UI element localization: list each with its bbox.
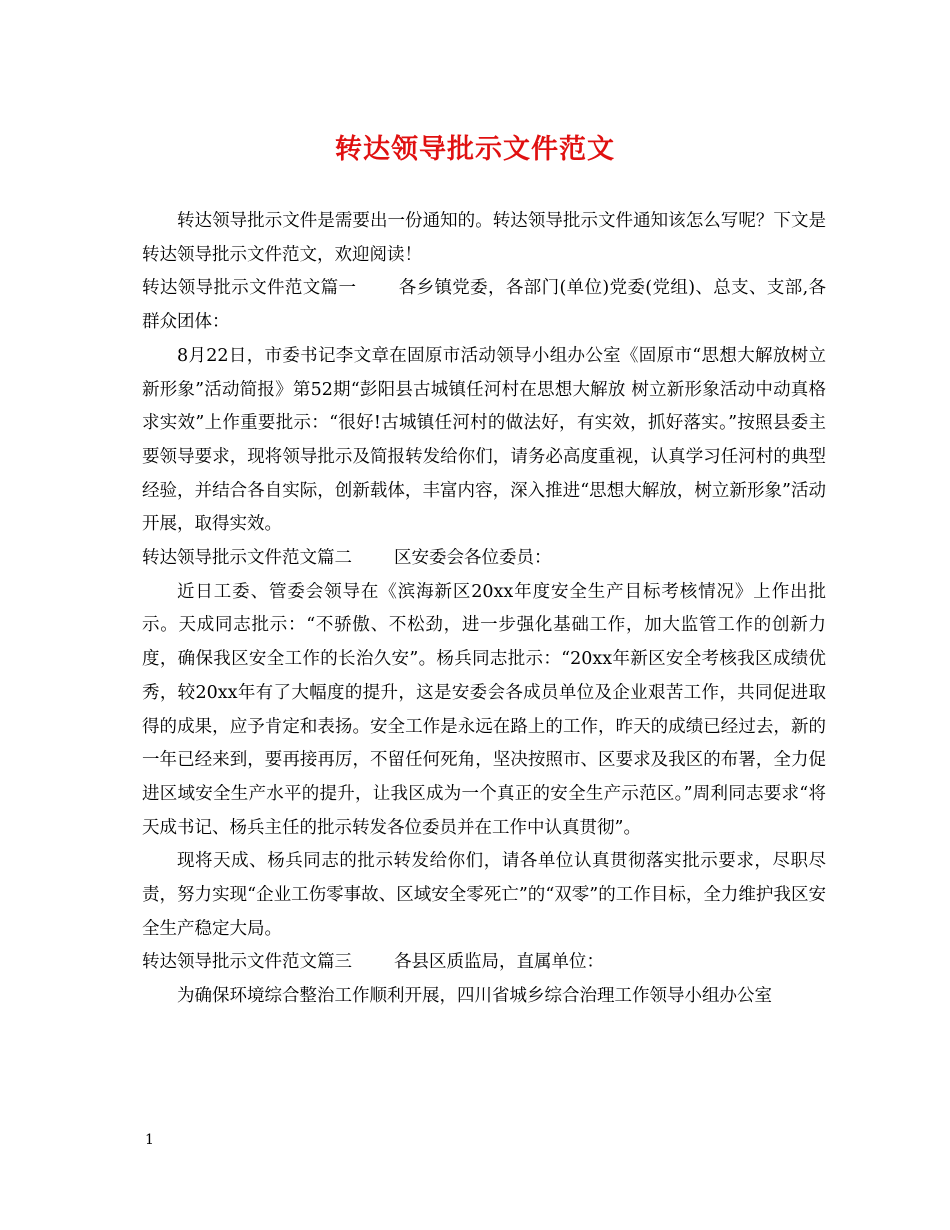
document-body	[142, 205, 826, 1014]
section-label-1: 转达领导批示文件范文篇一	[142, 278, 357, 299]
section-addressee-3: 各县区质监局，直属单位：	[394, 952, 604, 973]
intro-paragraph: 转达领导批示文件是需要出一份通知的。转达领导批示文件通知该怎么写呢？下文是转达领导批示文件范文，欢迎阅读！	[142, 211, 826, 265]
page-number: 1	[145, 1132, 154, 1148]
body-paragraph-2: 近日工委、管委会领导在《滨海新区20xx年度安全生产目标考核情况》上作出批示。天成同志批示：“不骄傲、不松劲，进一步强化基础工作，加大监管工作的创新力度，确保我区安全工作的长治久安”。杨兵同志批示：“20xx年新区安全考核我区成绩优秀，较20xx年有了大幅度的提升，这是安委会各成员单位及企业艰苦工作，共同促进取得的成果，应予肯定和表扬。安全工作是永远在路上的工作，昨天的成绩已经过去，新的一年已经来到，要再接再厉，不留任何死角，坚决按照市、区要求及我区的布署，全力促进区域安全生产水平的提升，让我区成为一个真正的安全生产示范区。”周利同志要求“将天成书记、杨兵主任的批示转发各位委员并在工作中认真贯彻”。	[142, 581, 826, 838]
body-paragraph-4: 为确保环境综合整治工作顺利开展，四川省城乡综合治理工作领导小组办公室	[177, 986, 772, 1007]
section-label-3: 转达领导批示文件范文篇三	[142, 952, 352, 973]
section-heading-2	[142, 542, 826, 576]
body-paragraph-1: 8月22日，市委书记李文章在固原市活动领导小组办公室《固原市“思想大解放树立新形象”活动简报》第52期“彭阳县古城镇任河村在思想大解放 树立新形象活动中动真格求实效”上作重要批示：“很好!古城镇任河村的做法好，有实效，抓好落实。”按照县委主要领导要求，现将领导批示及简报转发给你们，请务必高度重视，认真学习任河村的典型经验，并结合各自实际，创新载体，丰富内容，深入推进“思想大解放，树立新形象”活动开展，取得实效。	[142, 345, 826, 535]
section-heading-3	[142, 946, 826, 980]
body-paragraph-3: 现将天成、杨兵同志的批示转发给你们，请各单位认真贯彻落实批示要求，尽职尽责，努力实现“企业工伤零事故、区域安全零死亡”的“双零”的工作目标，全力维护我区安全生产稳定大局。	[142, 851, 826, 939]
section-addressee-2: 区安委会各位委员：	[394, 548, 552, 569]
section-heading-1	[142, 272, 826, 339]
section-addressee-1: 各乡镇党委，各部门(单位)党委(党组)、总支、支部,各群众团体：	[142, 278, 827, 333]
section-label-2: 转达领导批示文件范文篇二	[142, 548, 352, 569]
document-title: 转达领导批示文件范文	[335, 134, 615, 165]
